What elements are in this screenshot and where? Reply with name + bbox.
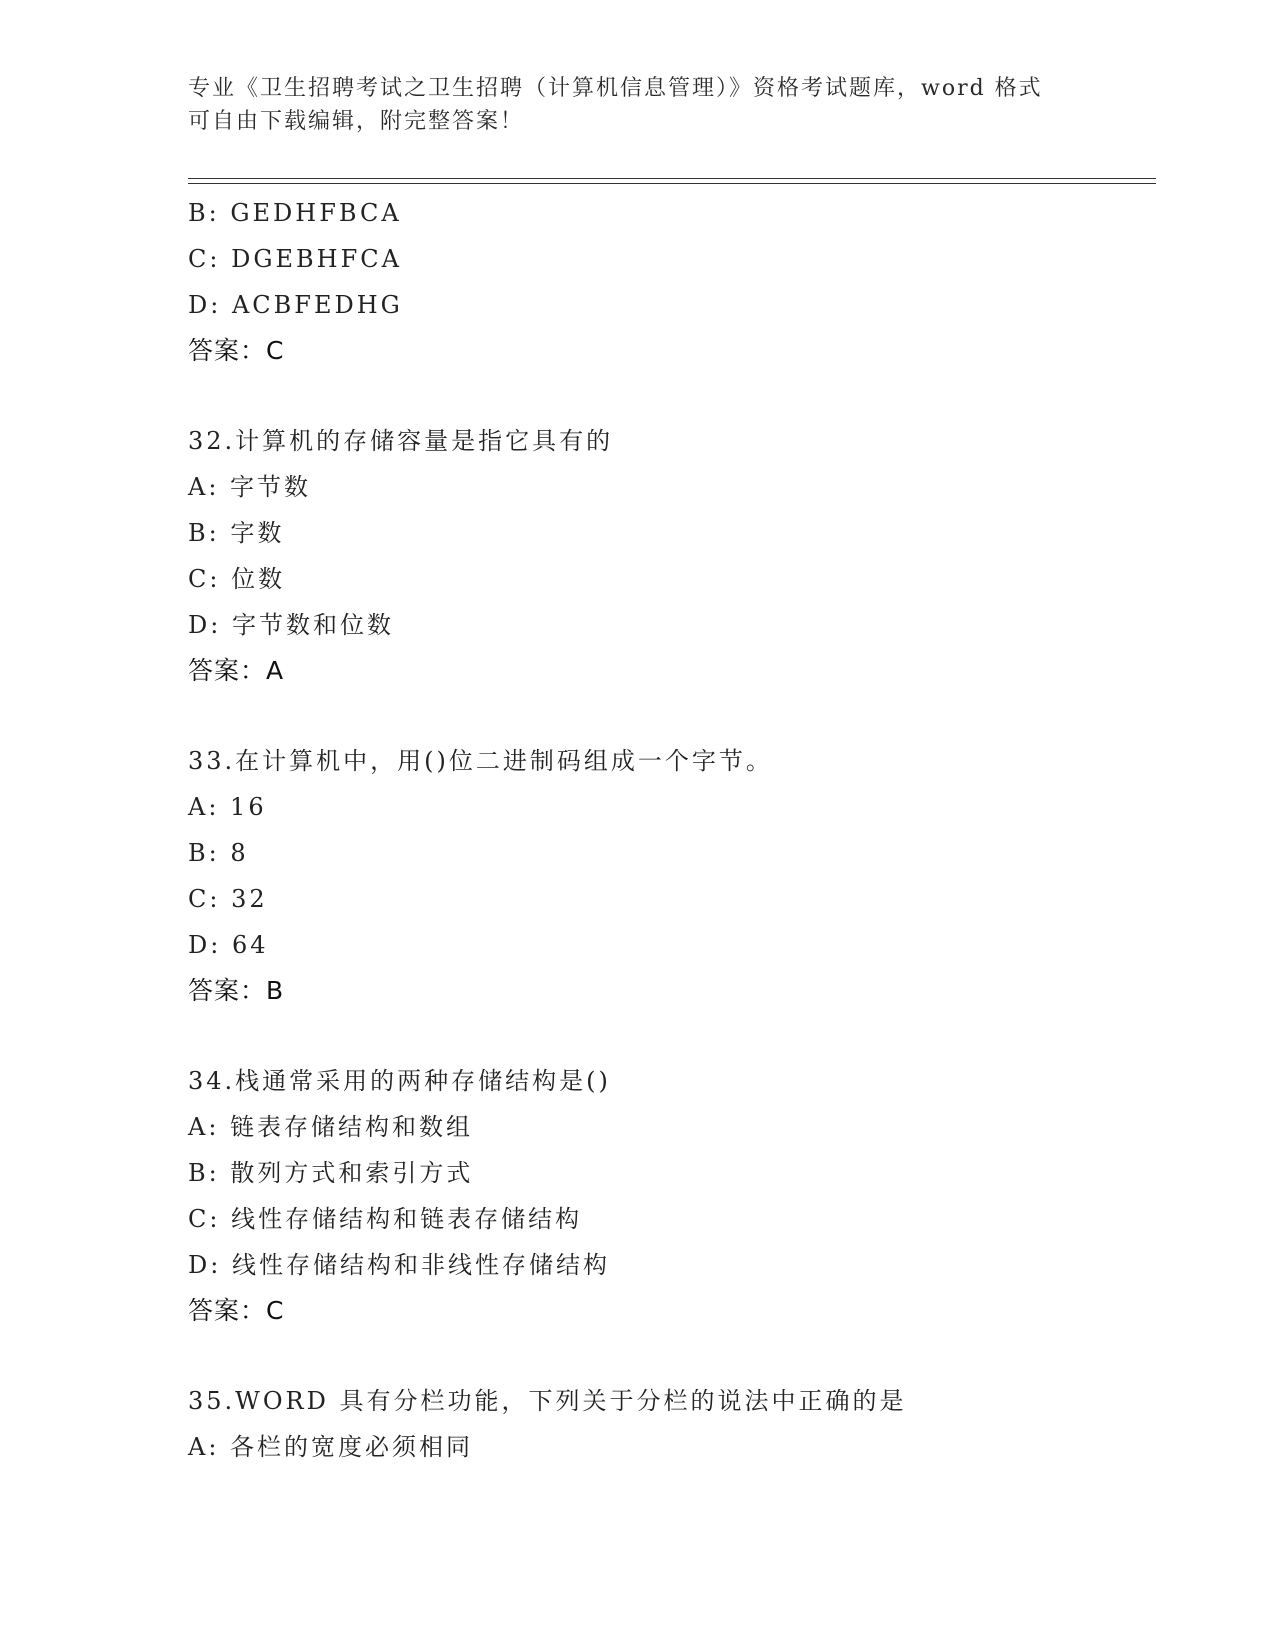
option-b: B: GEDHFBCA (188, 199, 402, 227)
question-spacer (188, 1334, 1148, 1378)
header-title-line-1: 专业《卫生招聘考试之卫生招聘（计算机信息管理）》资格考试题库，word 格式 (188, 76, 1043, 101)
question-spacer (188, 374, 1148, 418)
question-stem: 34.栈通常采用的两种存储结构是() (188, 1067, 611, 1095)
option-a: A: 16 (188, 793, 267, 821)
question-list (188, 190, 1148, 1470)
document-header (188, 72, 1088, 138)
option-c: C: 32 (188, 885, 268, 913)
question-35-block (188, 1378, 1148, 1470)
option-c: C: 线性存储结构和链表存储结构 (188, 1205, 583, 1233)
option-c: C: 位数 (188, 565, 286, 593)
option-b: B: 字数 (188, 519, 285, 547)
answer-label: 答案：A (188, 656, 285, 685)
option-d: D: 字节数和位数 (188, 611, 394, 639)
question-stem: 35.WORD 具有分栏功能，下列关于分栏的说法中正确的是 (188, 1387, 907, 1415)
question-32-block (188, 418, 1148, 694)
option-b: B: 散列方式和索引方式 (188, 1159, 474, 1187)
question-33-block (188, 738, 1148, 1014)
option-d: D: 线性存储结构和非线性存储结构 (188, 1251, 610, 1279)
option-d: D: 64 (188, 931, 269, 959)
header-divider-top (188, 178, 1156, 179)
question-stem: 32.计算机的存储容量是指它具有的 (188, 427, 614, 455)
option-a: A: 链表存储结构和数组 (188, 1113, 474, 1141)
question-34-block (188, 1058, 1148, 1334)
header-divider-bottom (188, 183, 1156, 184)
option-b: B: 8 (188, 839, 249, 867)
question-spacer (188, 694, 1148, 738)
option-a: A: 各栏的宽度必须相同 (188, 1433, 474, 1461)
answer-label: 答案：B (188, 976, 285, 1005)
question-31-block (188, 190, 1148, 374)
option-d: D: ACBFEDHG (188, 291, 403, 319)
option-c: C: DGEBHFCA (188, 245, 402, 273)
question-stem: 33.在计算机中，用()位二进制码组成一个字节。 (188, 747, 773, 775)
header-title-line-2: 可自由下载编辑，附完整答案！ (188, 109, 525, 134)
question-spacer (188, 1014, 1148, 1058)
answer-label: 答案：C (188, 1296, 285, 1325)
answer-label: 答案：C (188, 336, 285, 365)
option-a: A: 字节数 (188, 473, 312, 501)
